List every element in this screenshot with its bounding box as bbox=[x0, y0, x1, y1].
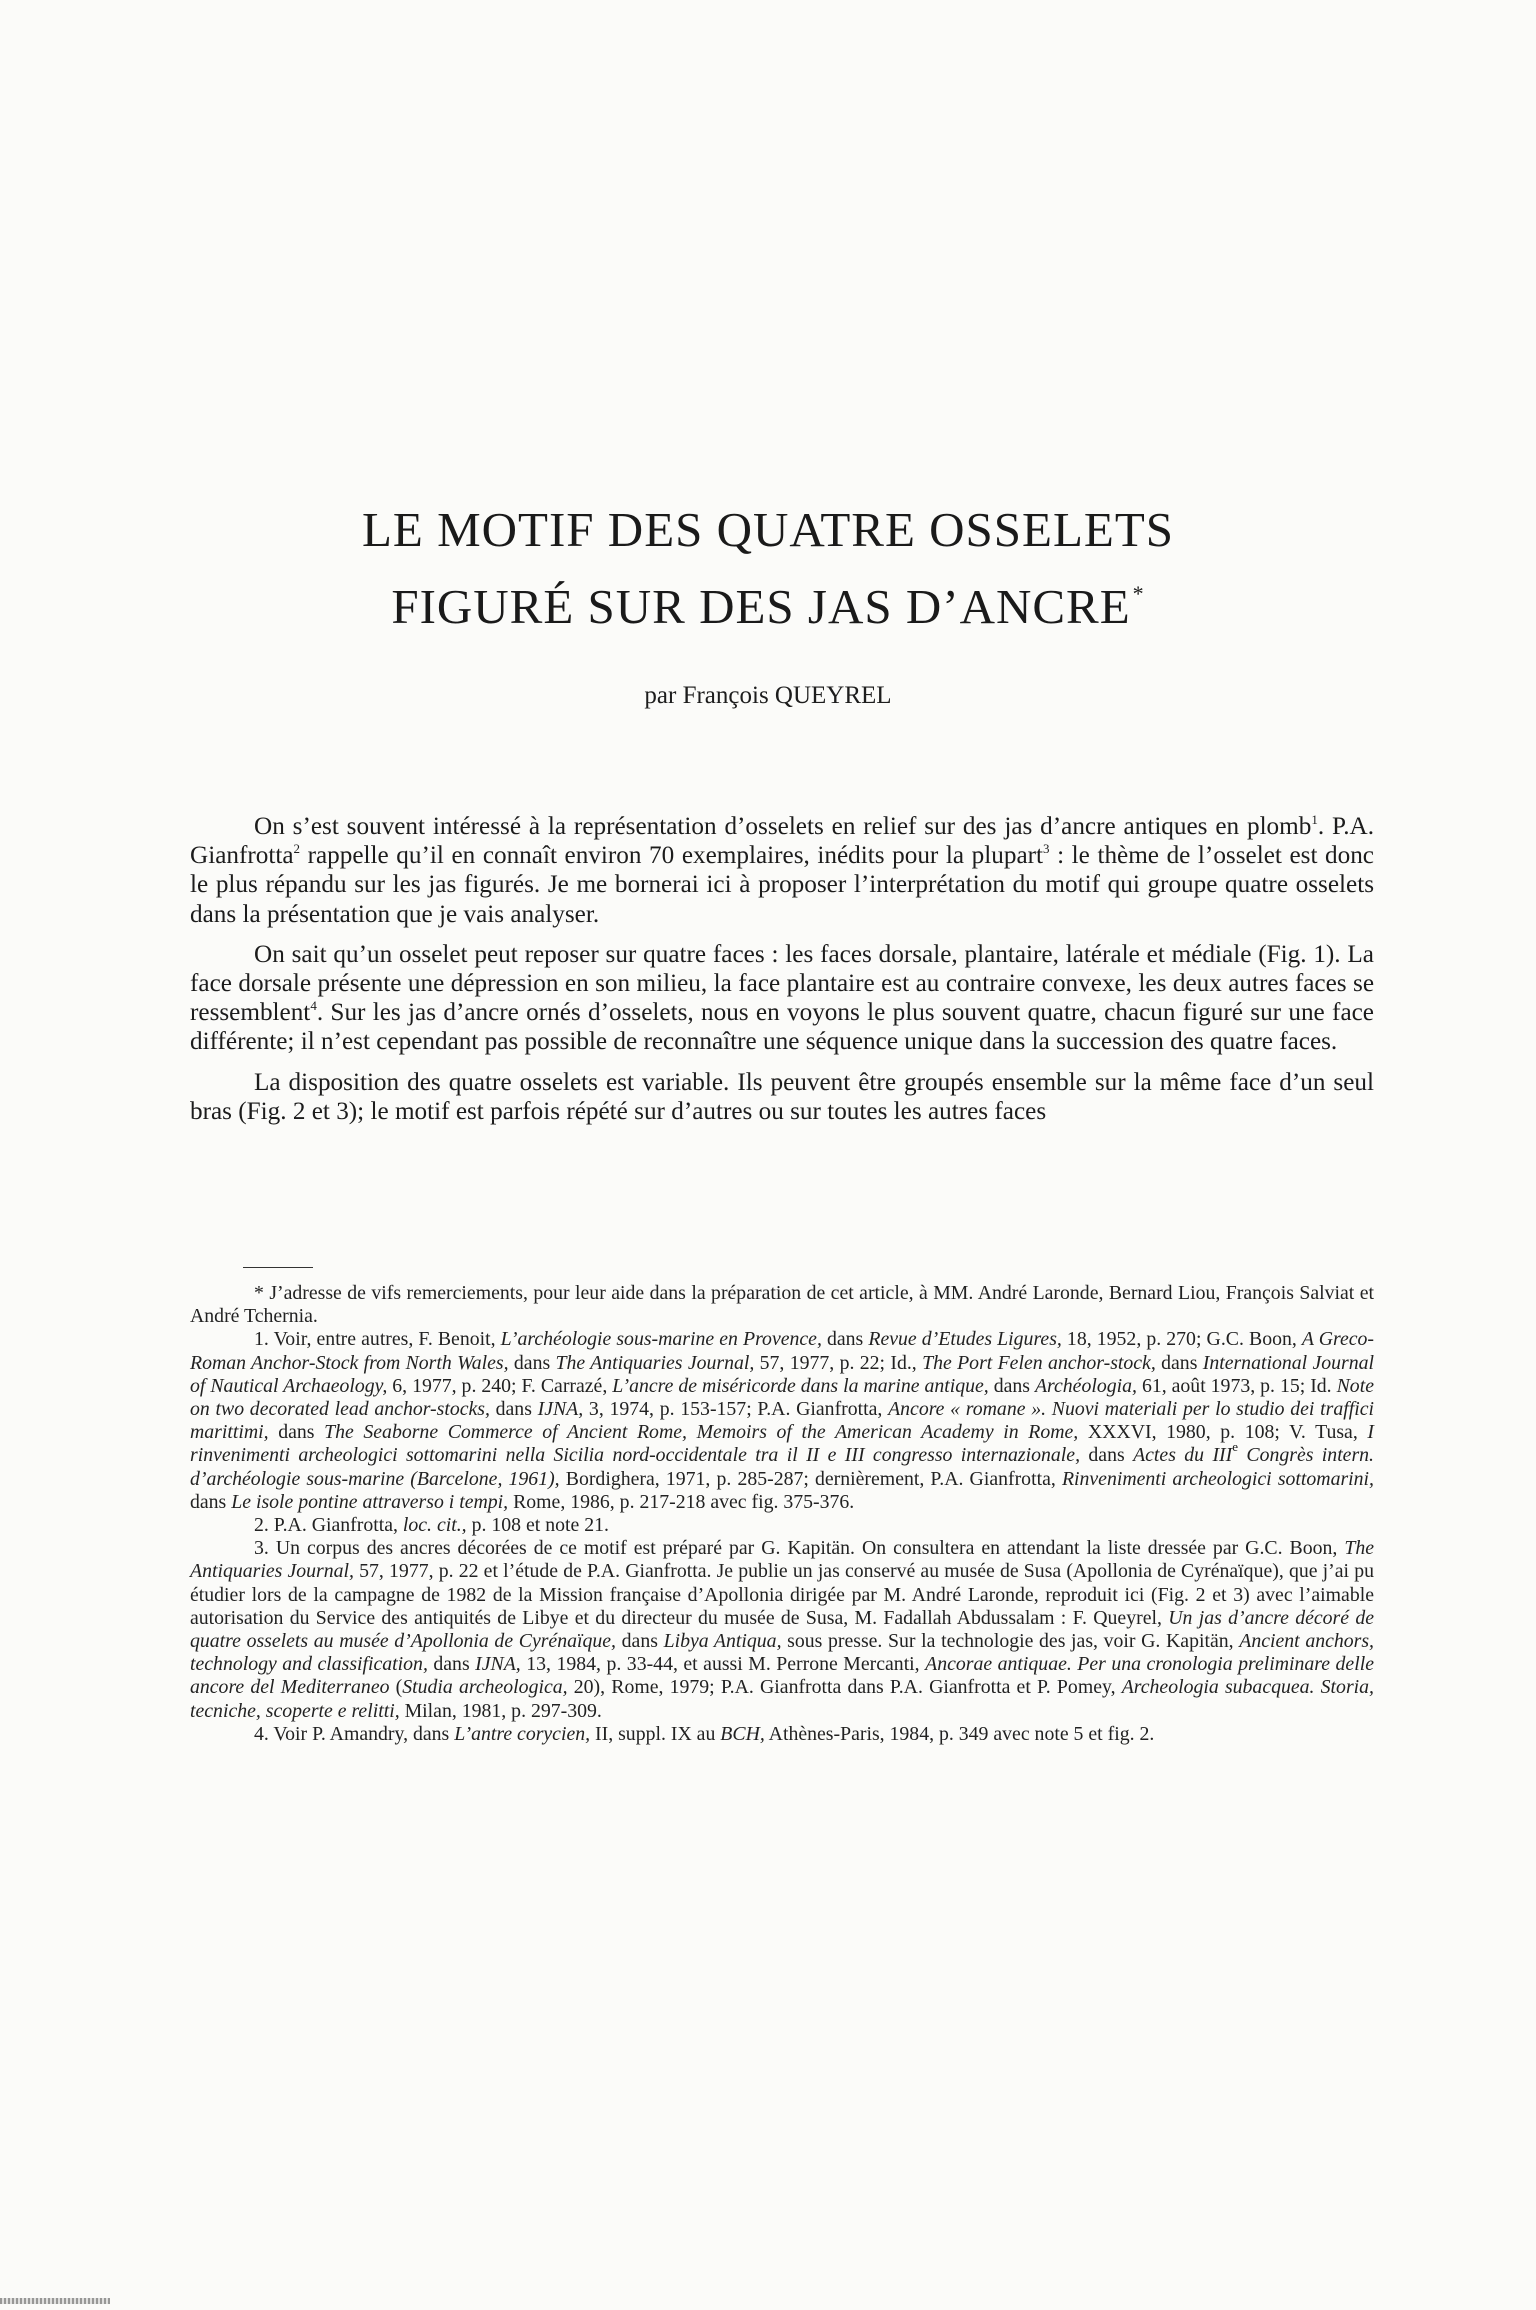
italic-run: The Port Felen anchor-stock, bbox=[922, 1351, 1156, 1374]
italic-run: loc. cit., bbox=[402, 1514, 467, 1537]
text-run: 4. Voir P. Amandry, dans bbox=[254, 1722, 455, 1745]
italic-run: Un jas d’ancre décoré de quatre osselets au musée d’Apollonia de Cyrénaïque, bbox=[190, 1606, 1374, 1653]
text-run: 6, 1977, p. 240; F. Carrazé, bbox=[387, 1374, 613, 1397]
italic-run: Le isole pontine attraverso i tempi, bbox=[231, 1490, 509, 1513]
italic-run: Archéologia, bbox=[1034, 1374, 1137, 1397]
text-run: dans bbox=[268, 1421, 325, 1444]
text-run: Bordighera, 1971, p. 285-287; dernièrement, P.A. Gianfrotta, bbox=[559, 1467, 1062, 1490]
text-run: dans bbox=[489, 1398, 538, 1421]
text-run: 18, 1952, p. 270; G.C. Boon, bbox=[1061, 1328, 1302, 1351]
paragraph-3: La disposition des quatre osselets est variable. Ils peuvent être groupés ensemble sur la même face d’un seul bras (Fig. 2 et 3); le motif est parfois répété sur d’autres ou sur toutes les autres faces bbox=[190, 1068, 1374, 1125]
text-run: dans bbox=[616, 1630, 664, 1653]
paragraph-2 bbox=[190, 940, 1374, 1057]
footnote-ref-4: 4 bbox=[310, 998, 317, 1014]
text-run: . P.A. Gianfrotta bbox=[190, 813, 1374, 870]
text-run: 57, 1977, p. 22 et l’étude de P.A. Gianfrotta. Je publie un jas conservé au musée de Susa (Apollonia de Cyrénaïque), que j’ai pu étudier lors de la campagne de 1982 de la Mission française d’Apollonia dirigée par M. André Laronde, reproduit ici (Fig. 2 et 3) avec l’aimable autorisation du Service des antiquités de Libye et du directeur du musée de Susa, M. Fadallah Abdussalam : F. Queyrel, bbox=[190, 1560, 1374, 1629]
body-text bbox=[190, 812, 1374, 1137]
text-run: 3. Un corpus des ancres décorées de ce motif est préparé par G. Kapitän. On consultera en attendant la liste dressée par G.C. Boon, bbox=[254, 1537, 1345, 1560]
text-run: Athènes-Paris, 1984, p. 349 avec note 5 et fig. 2. bbox=[764, 1722, 1155, 1745]
text-run: sous presse. Sur la technologie des jas, voir G. Kapitän, bbox=[781, 1630, 1240, 1653]
text-run: XXXVI, 1980, p. 108; V. Tusa, bbox=[1078, 1421, 1368, 1444]
text-run: ( bbox=[389, 1676, 403, 1699]
italic-run: Ancore « romane ». Nuovi materiali per lo studio dei traffici marittimi, bbox=[190, 1398, 1374, 1444]
italic-run: L’archéologie sous-marine en Provence, bbox=[500, 1328, 822, 1351]
italic-run: Libya Antiqua, bbox=[663, 1630, 782, 1653]
italic-run: The Seaborne Commerce of Ancient Rome, Memoirs of the American Academy in Rome, bbox=[324, 1421, 1079, 1444]
italic-run: Note on two decorated lead anchor-stocks, bbox=[190, 1374, 1374, 1421]
text-run: dans bbox=[821, 1328, 869, 1351]
title-line-1: LE MOTIF DES QUATRE OSSELETS bbox=[361, 502, 1175, 557]
text-run: On s’est souvent intéressé à la représentation d’osselets en relief sur des jas d’ancre antiques en plomb bbox=[254, 813, 1312, 840]
footnote-3 bbox=[190, 1537, 1374, 1723]
footnote-star: * J’adresse de vifs remerciements, pour leur aide dans la préparation de cet article, à MM. André Laronde, Bernard Liou, François Salviat et André Tchernia. bbox=[190, 1282, 1374, 1328]
text-run: dans bbox=[508, 1351, 556, 1374]
italic-run: The Antiquaries Journal, bbox=[555, 1351, 755, 1374]
text-run: p. 108 et note 21. bbox=[466, 1514, 609, 1537]
title-footnote-mark: * bbox=[1132, 581, 1145, 606]
text-run: 13, 1984, p. 33-44, et aussi M. Perrone Mercanti, bbox=[520, 1653, 926, 1676]
text-run: 2. P.A. Gianfrotta, bbox=[254, 1514, 403, 1537]
footnote-1 bbox=[190, 1328, 1374, 1514]
italic-run: Studia archeologica, bbox=[402, 1676, 568, 1699]
title-line-2 bbox=[0, 562, 1536, 639]
italic-run: Actes du III bbox=[1133, 1444, 1233, 1467]
italic-run: IJNA, bbox=[475, 1653, 521, 1676]
text-run: 3, 1974, p. 153-157; P.A. Gianfrotta, bbox=[583, 1398, 889, 1421]
text-run: : le thème de l’osselet est donc le plus répandu sur les jas figurés. Je me bornerai ici à proposer l’interprétation du motif qui groupe quatre osselets dans la présentation que je vais analyser. bbox=[190, 842, 1374, 928]
italic-run: IJNA, bbox=[537, 1398, 584, 1421]
footnote-2 bbox=[190, 1514, 1374, 1537]
text-run: II, suppl. IX au bbox=[590, 1722, 721, 1745]
author-byline: par François QUEYREL bbox=[644, 682, 892, 709]
text-run: Rome, 1986, p. 217-218 avec fig. 375-376. bbox=[508, 1490, 855, 1513]
italic-run: Ancient anchors, technology and classification, bbox=[190, 1630, 1375, 1676]
superscript: e bbox=[1232, 1439, 1238, 1455]
text-run: dans bbox=[190, 1490, 232, 1513]
italic-run: Revue d’Etudes Ligures, bbox=[868, 1328, 1062, 1351]
text-run: 61, août 1973, p. 15; Id. bbox=[1136, 1374, 1337, 1397]
title-line-2-text: FIGURÉ SUR DES JAS D’ANCRE bbox=[391, 579, 1131, 634]
text-run: dans bbox=[1155, 1351, 1203, 1374]
italic-run: I rinvenimenti archeologici sottomarini nella Sicilia nord-occidentale tra il II e III congresso internazionale, bbox=[190, 1421, 1374, 1467]
text-run: dans bbox=[1080, 1444, 1134, 1467]
text-run: 20), Rome, 1979; P.A. Gianfrotta dans P.A. Gianfrotta et P. Pomey, bbox=[567, 1676, 1122, 1699]
text-run: . Sur les jas d’ancre ornés d’osselets, nous en voyons le plus souvent quatre, chacun figuré sur une face différente; il n’est cependant pas possible de reconnaître une séquence unique dans la succession des quatre faces. bbox=[190, 999, 1374, 1056]
italic-run: L’ancre de miséricorde dans la marine antique, bbox=[612, 1374, 989, 1397]
italic-run: A Greco-Roman Anchor-Stock from North Wales, bbox=[190, 1328, 1375, 1374]
italic-run: L’antre corycien, bbox=[454, 1722, 591, 1745]
italic-run: BCH, bbox=[720, 1722, 765, 1745]
text-run: On sait qu’un osselet peut reposer sur quatre faces : les faces dorsale, plantaire, latérale et médiale (Fig. 1). La face dorsale présente une dépression en son milieu, la face plantaire est au contraire convexe, les deux autres faces se ressemblent bbox=[190, 940, 1374, 1027]
italic-run: Congrès intern. d’archéologie sous-marine (Barcelone, 1961), bbox=[190, 1444, 1375, 1490]
text-run: rappelle qu’il en connaît environ 70 exemplaires, inédits pour la plupart bbox=[300, 842, 1044, 870]
italic-run: The Antiquaries Journal, bbox=[190, 1537, 1374, 1583]
text-run: Milan, 1981, p. 297-309. bbox=[399, 1699, 602, 1722]
footnote-4 bbox=[190, 1723, 1374, 1746]
italic-run: Archeologia subacquea. Storia, tecniche, scoperte e relitti, bbox=[190, 1676, 1374, 1722]
footnote-ref-2: 2 bbox=[293, 841, 301, 857]
text-run: 57, 1977, p. 22; Id., bbox=[754, 1351, 923, 1374]
footnote-separator bbox=[243, 1267, 313, 1268]
footnotes bbox=[190, 1282, 1374, 1746]
footnote-ref-3: 3 bbox=[1043, 841, 1050, 857]
italic-run: Ancorae antiquae. Per una cronologia preliminare delle ancore del Mediterraneo bbox=[190, 1653, 1374, 1699]
italic-run: Rinvenimenti archeologici sottomarini, bbox=[1061, 1467, 1374, 1490]
paragraph-1 bbox=[190, 812, 1374, 929]
text-run: 1. Voir, entre autres, F. Benoit, bbox=[254, 1328, 501, 1351]
text-run: dans bbox=[988, 1374, 1035, 1397]
footnote-ref-1: 1 bbox=[1311, 812, 1318, 827]
article-title bbox=[0, 498, 1536, 639]
text-run: dans bbox=[427, 1653, 476, 1676]
italic-run: International Journal of Nautical Archaeology, bbox=[190, 1351, 1375, 1397]
scan-edge-strip bbox=[0, 2298, 110, 2304]
